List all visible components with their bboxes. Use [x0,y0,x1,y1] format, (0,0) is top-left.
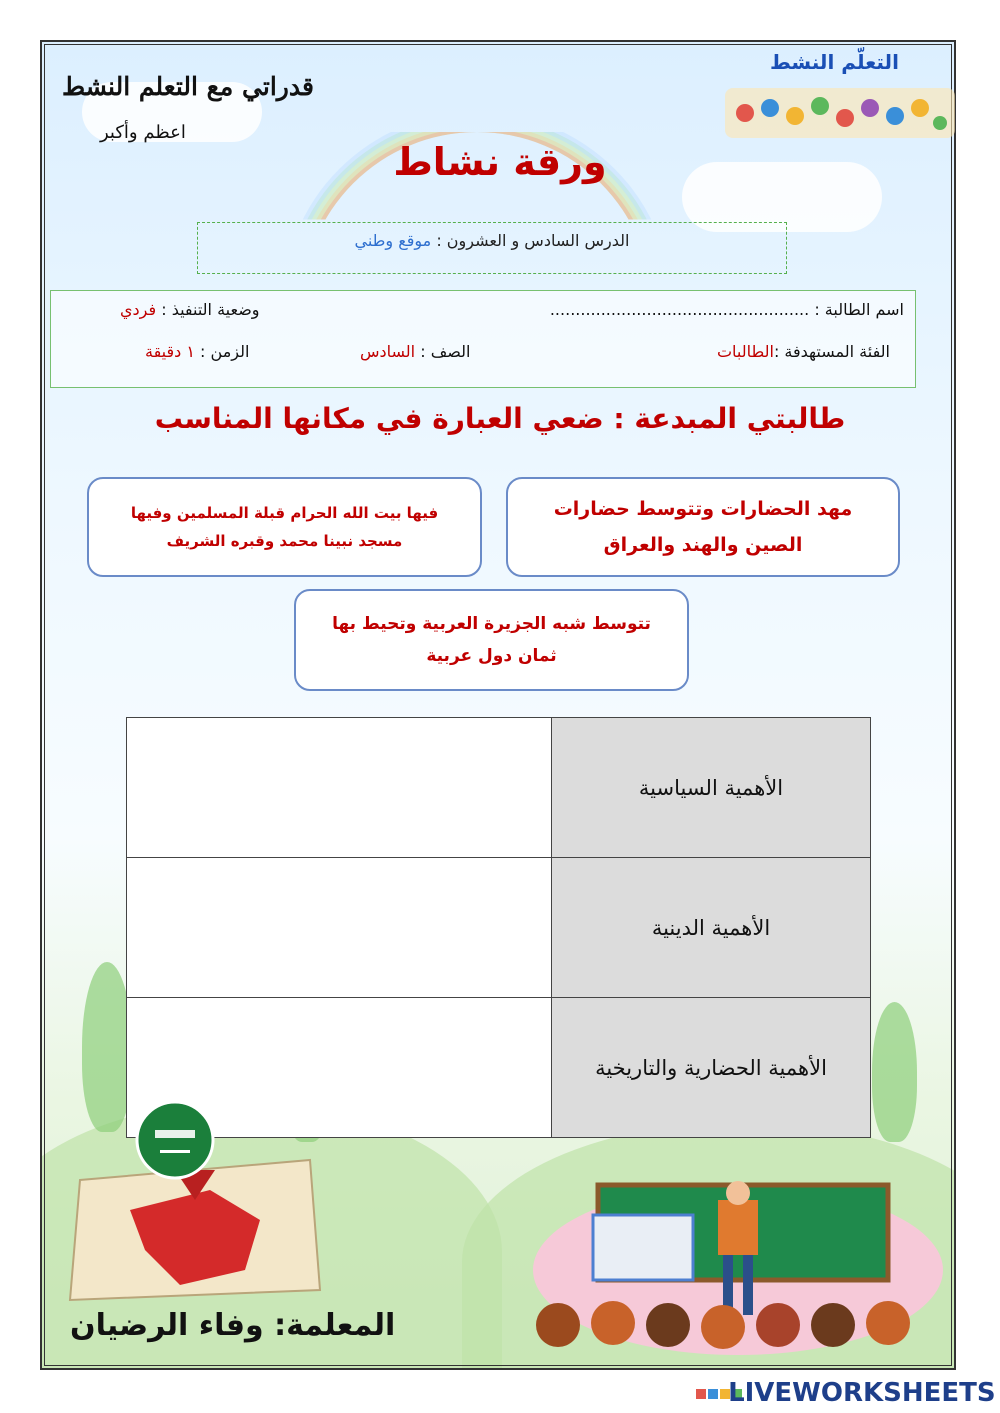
time-label: الزمن : [200,342,250,361]
statement-card[interactable]: مهد الحضارات وتتوسط حضارات الصين والهند والعراق [506,477,900,577]
footer-text: LIVEWORKSHEETS [728,1378,996,1408]
tree-decoration [872,1002,917,1142]
lesson-box [197,222,787,274]
liveworksheets-footer[interactable] [695,1378,996,1408]
mode-value: فردي [120,300,157,319]
mode-row [120,300,260,319]
audience-label: الفئة المستهدفة : [773,342,890,361]
top-left-subtitle: اعظم وأكبر [100,122,186,143]
student-name-label: اسم الطالبة : [814,300,904,319]
drop-zone[interactable] [127,858,552,998]
row-heading: الأهمية الدينية [552,858,871,998]
page-title: ورقة نشاط [393,140,607,184]
audience-row [717,342,890,361]
row-heading: الأهمية السياسية [552,718,871,858]
answer-table [126,717,871,1138]
table-row [127,718,871,858]
lesson-label: الدرس السادس و العشرون : [436,231,630,250]
instruction: طالبتي المبدعة : ضعي العبارة في مكانها المناسب [154,402,846,435]
mode-label: وضعية التنفيذ : [161,300,260,319]
table-row [127,858,871,998]
grade-label: الصف : [420,342,471,361]
teacher-classroom-illustration-icon [528,1175,948,1355]
teacher-name: المعلمة: وفاء الرضيان [70,1308,396,1343]
grade-row [360,342,470,361]
statement-card[interactable]: فيها بيت الله الحرام قبلة المسلمين وفيها مسجد نبينا محمد وقبره الشريف [87,477,482,577]
saudi-map-icon [60,1100,330,1310]
student-name-dots[interactable]: ................................................... [549,300,810,319]
student-name-row [550,300,904,319]
active-learning-logo-icon [725,78,955,144]
drop-zone[interactable] [127,718,552,858]
top-left-title: قدراتي مع التعلم النشط [62,72,314,101]
audience-value: الطالبات [716,342,774,361]
row-heading: الأهمية الحضارية والتاريخية [552,998,871,1138]
time-value: ١ دقيقة [145,342,195,361]
statement-card[interactable]: تتوسط شبه الجزيرة العربية وتحيط بها ثمان دول عربية [294,589,689,691]
lesson-value: موقع وطني [354,231,432,250]
grade-value: السادس [360,342,416,361]
time-row [145,342,249,361]
brand-title: التعلّم النشط [770,50,899,74]
liveworksheets-logo-icon [695,1388,719,1400]
